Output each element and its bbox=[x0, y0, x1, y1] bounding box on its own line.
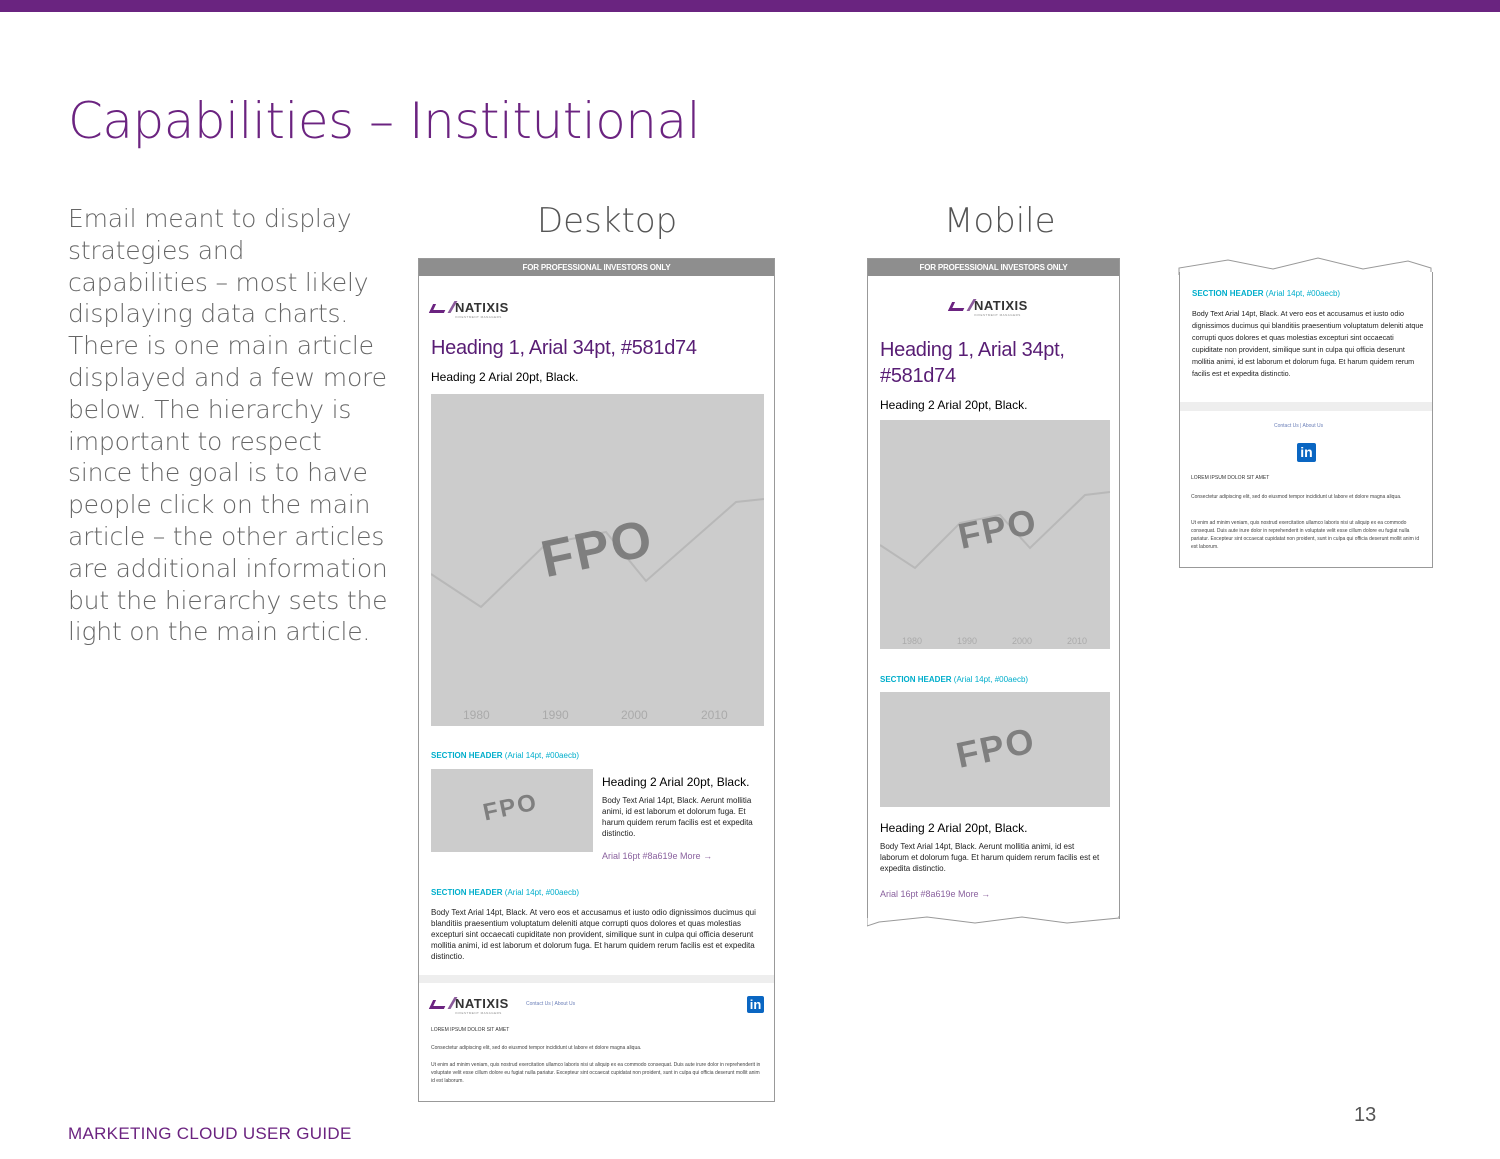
lorem-heading: LOREM IPSUM DOLOR SIT AMET bbox=[1191, 475, 1270, 481]
professional-banner: FOR PROFESSIONAL INVESTORS ONLY bbox=[419, 259, 774, 276]
section-header-label: SECTION HEADER bbox=[431, 888, 503, 897]
mobile-email-mockup bbox=[867, 258, 1120, 919]
main-chart-placeholder[interactable] bbox=[880, 420, 1110, 649]
natixis-logo bbox=[431, 997, 509, 1016]
fpo-label: FPO bbox=[536, 508, 659, 590]
heading-2: Heading 2 Arial 20pt, Black. bbox=[431, 370, 579, 384]
natixis-logo-icon bbox=[431, 301, 455, 315]
footer-guide-title: MARKETING CLOUD USER GUIDE bbox=[68, 1124, 352, 1143]
more-link[interactable]: Arial 16pt #8a619e More → bbox=[880, 889, 991, 899]
intro-text: Email meant to display strategies and capabilities – most likely displaying data charts. There is one main article displayed and a few more below. The hierarchy is important to respect since the goal is to have people click on the main article – the other articles are additional information but the hierarchy sets the light on the main article. bbox=[68, 204, 388, 647]
year-label: 2000 bbox=[1012, 636, 1033, 646]
top-accent-bar bbox=[0, 0, 1500, 12]
natixis-logo-icon bbox=[431, 997, 455, 1011]
natixis-logo bbox=[950, 299, 1028, 318]
desktop-label: Desktop bbox=[537, 201, 678, 241]
section-header bbox=[880, 675, 1028, 684]
desktop-email-mockup bbox=[418, 258, 775, 1102]
linkedin-icon[interactable]: in bbox=[747, 996, 764, 1013]
year-label: 1990 bbox=[957, 636, 978, 646]
section-header bbox=[431, 888, 579, 897]
mobile-email-continuation bbox=[1179, 272, 1433, 568]
section-header bbox=[431, 751, 579, 760]
year-label: 1980 bbox=[463, 708, 490, 722]
more-link[interactable]: Arial 16pt #8a619e More → bbox=[602, 851, 713, 861]
section-body: Body Text Arial 14pt, Black. At vero eos et accusamus et iusto odio dignissimos ducimus qui blanditiis praesentium voluptatum deleniti atque corrupti quos dolores et quas molestias excepturi sint occaecati cupiditate non provident, similique sunt in culpa qui officia deserunt mollitia animi, id est laborum et dolorum fuga. Et harum quidem rerum facilis est et expedita distinctio. bbox=[1192, 309, 1424, 378]
logo-name: NATIXIS bbox=[974, 298, 1028, 313]
year-label: 1980 bbox=[902, 636, 923, 646]
contact-links[interactable]: Contact Us | About Us bbox=[526, 1001, 576, 1007]
year-label: 2000 bbox=[621, 708, 648, 722]
year-label: 2010 bbox=[1067, 636, 1088, 646]
lorem-paragraph: Ut enim ad minim veniam, quis nostrud exercitation ullamco laboris nisi ut aliquip ex ea commodo consequat. Duis aute irure dolor in reprehenderit in voluptate velit esse cillum dolore eu fugiat nulla pariatur. Excepteur sint occaecat cupidatat non proident, sunt in culpa qui officia deserunt mollit anim id est laborum. bbox=[1191, 520, 1420, 550]
logo-subtitle: INVESTMENT MANAGERS bbox=[455, 315, 502, 319]
section-header bbox=[1192, 289, 1340, 298]
year-label: 1990 bbox=[542, 708, 569, 722]
mobile-label: Mobile bbox=[944, 201, 1056, 241]
section-header-label: SECTION HEADER bbox=[431, 751, 503, 760]
fpo-label: FPO bbox=[952, 719, 1040, 776]
fpo-label: FPO bbox=[954, 500, 1042, 557]
article-body: Body Text Arial 14pt, Black. Aerunt mollitia animi, id est laborum et dolorum fuga. Et harum quidem rerum facilis est et expedita distinctio. bbox=[880, 842, 1100, 873]
professional-banner: FOR PROFESSIONAL INVESTORS ONLY bbox=[868, 259, 1119, 276]
footer-divider bbox=[1180, 402, 1432, 411]
fpo-label: FPO bbox=[480, 788, 541, 827]
section-header-note: (Arial 14pt, #00aecb) bbox=[1265, 289, 1341, 298]
article-heading: Heading 2 Arial 20pt, Black. bbox=[880, 821, 1028, 835]
torn-edge bbox=[867, 916, 1120, 930]
page-number: 13 bbox=[1354, 1104, 1377, 1126]
section-header-note: (Arial 14pt, #00aecb) bbox=[953, 675, 1029, 684]
lorem-heading: LOREM IPSUM DOLOR SIT AMET bbox=[431, 1027, 510, 1033]
lorem-paragraph: Ut enim ad minim veniam, quis nostrud exercitation ullamco laboris nisi ut aliquip ex ea commodo consequat. Duis aute irure dolor in reprehenderit in voluptate velit esse cillum dolore eu fugiat nulla pariatur. Excepteur sint occaecat cupidatat non proident, sunt in culpa qui officia deserunt mollit anim id est laborum. bbox=[431, 1062, 761, 1084]
article-image-placeholder[interactable] bbox=[880, 692, 1110, 807]
article-heading: Heading 2 Arial 20pt, Black. bbox=[602, 775, 750, 789]
article-body: Body Text Arial 14pt, Black. Aerunt mollitia animi, id est laborum et dolorum fuga. Et harum quidem rerum facilis est et expedita distinctio. bbox=[602, 796, 753, 838]
lorem-paragraph: Consectetur adipiscing elit, sed do eiusmod tempor incididunt ut labore et dolore magna aliqua. bbox=[431, 1045, 642, 1051]
logo-subtitle: INVESTMENT MANAGERS bbox=[974, 313, 1021, 317]
article-image-placeholder[interactable] bbox=[431, 769, 593, 852]
section-header-note: (Arial 14pt, #00aecb) bbox=[504, 888, 580, 897]
main-chart-placeholder[interactable] bbox=[431, 394, 764, 726]
year-label: 2010 bbox=[701, 708, 728, 722]
logo-subtitle: INVESTMENT MANAGERS bbox=[455, 1011, 502, 1015]
logo-name: NATIXIS bbox=[455, 996, 509, 1011]
logo-name: NATIXIS bbox=[455, 300, 509, 315]
page-title: Capabilities – Institutional bbox=[68, 92, 701, 150]
lorem-paragraph: Consectetur adipiscing elit, sed do eiusmod tempor incididunt ut labore et dolore magna aliqua. bbox=[1191, 494, 1402, 500]
section-body: Body Text Arial 14pt, Black. At vero eos et accusamus et iusto odio dignissimos ducimus qui blanditiis praesentium voluptatum deleniti atque corrupti quos dolores et quas molestias excepturi sint occaecati cupiditate non provident, similique sunt in culpa qui officia deserunt mollitia animi, id est laborum et dolorum fuga. Et harum quidem rerum facilis est et expedita distinctio. bbox=[431, 908, 756, 961]
heading-2: Heading 2 Arial 20pt, Black. bbox=[880, 398, 1028, 412]
section-header-label: SECTION HEADER bbox=[880, 675, 952, 684]
natixis-logo-icon bbox=[950, 299, 974, 313]
footer-divider bbox=[419, 975, 774, 983]
contact-links[interactable]: Contact Us | About Us bbox=[1274, 423, 1324, 429]
linkedin-icon[interactable]: in bbox=[1297, 443, 1316, 462]
section-header-label: SECTION HEADER bbox=[1192, 289, 1264, 298]
section-header-note: (Arial 14pt, #00aecb) bbox=[504, 751, 580, 760]
heading-1[interactable]: Heading 1, Arial 34pt, #581d74 bbox=[880, 339, 1065, 387]
natixis-logo bbox=[431, 301, 509, 320]
heading-1[interactable]: Heading 1, Arial 34pt, #581d74 bbox=[431, 337, 697, 359]
